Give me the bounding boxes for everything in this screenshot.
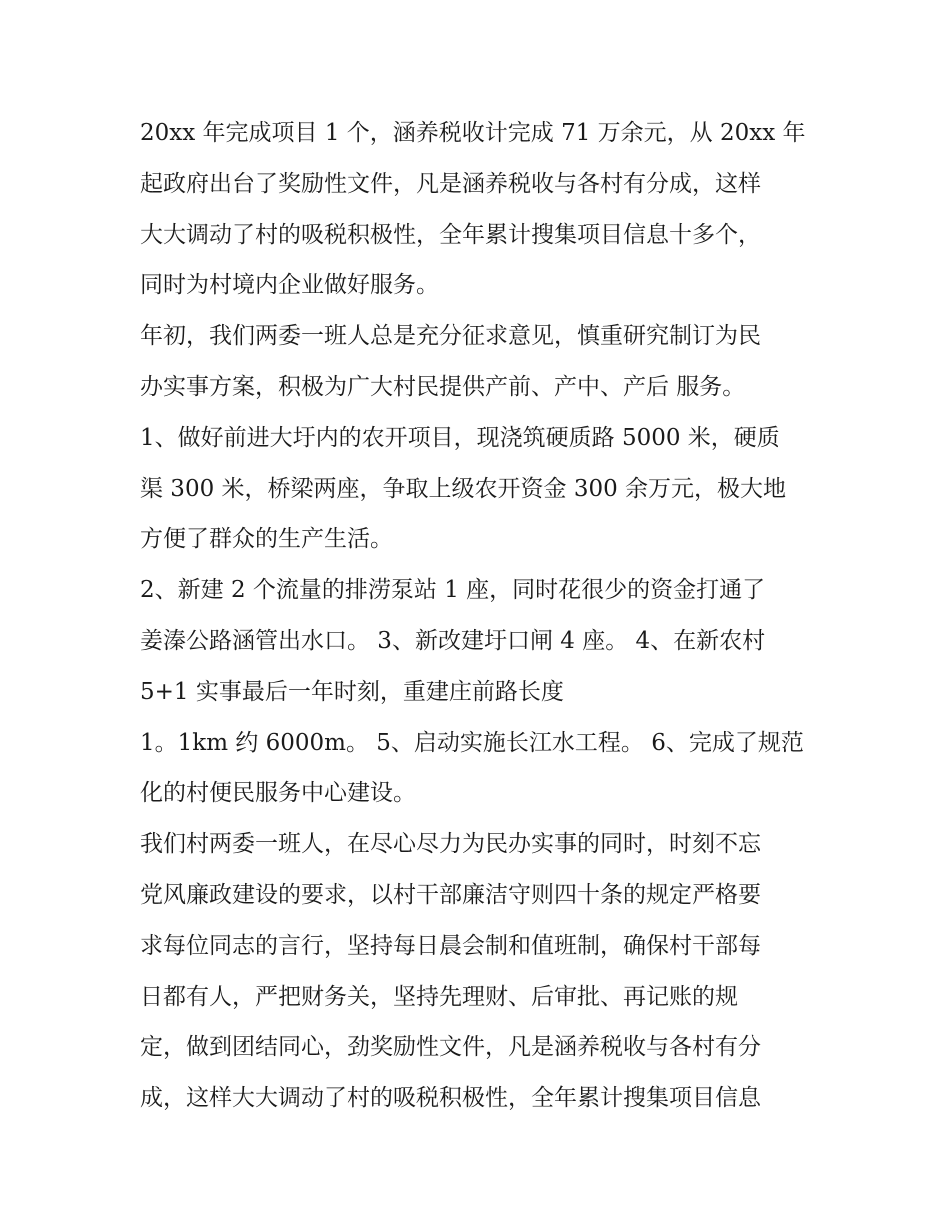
text-line: 起政府出台了奖励性文件，凡是涵养税收与各村有分成，这样 (140, 170, 761, 197)
text-line: 2、新建 2 个流量的排涝泵站 1 座，同时花很少的资金打通了 (140, 577, 766, 604)
text-line: 办实事方案，积极为广大村民提供产前、产中、产后 服务。 (140, 373, 746, 400)
text-line: 姜溱公路涵管出水口。 3、新改建圩口闸 4 座。 4、在新农村 (140, 627, 766, 654)
text-line: 成，这样大大调动了村的吸税积极性，全年累计搜集项目信息 (140, 1085, 761, 1112)
text-line: 1、做好前进大圩内的农开项目，现浇筑硬质路 5000 米，硬质 (140, 424, 780, 451)
text-line: 化的村便民服务中心建设。 (140, 780, 416, 807)
text-line: 定，做到团结同心，劲奖励性文件，凡是涵养税收与各村有分 (140, 1034, 761, 1061)
text-line: 年初，我们两委一班人总是充分征求意见，慎重研究制订为民 (140, 323, 761, 350)
text-line: 渠 300 米，桥梁两座，争取上级农开资金 300 余万元，极大地 (140, 475, 787, 502)
text-line: 大大调动了村的吸税积极性，全年累计搜集项目信息十多个， (140, 221, 761, 248)
text-line: 同时为村境内企业做好服务。 (140, 272, 439, 299)
text-line: 方便了群众的生产生活。 (140, 526, 393, 553)
text-line: 5+1 实事最后一年时刻，重建庄前路长度 (140, 678, 564, 705)
text-line: 求每位同志的言行，坚持每日晨会制和值班制，确保村干部每 (140, 932, 761, 959)
text-line: 我们村两委一班人，在尽心尽力为民办实事的同时，时刻不忘 (140, 831, 761, 858)
document-body (140, 108, 815, 1124)
text-line: 20xx 年完成项目 1 个，涵养税收计完成 71 万余元，从 20xx 年 (140, 120, 806, 146)
text-line: 1。1km 约 6000m。 5、启动实施长江水工程。 6、完成了规范 (140, 729, 804, 756)
text-line: 党风廉政建设的要求，以村干部廉洁守则四十条的规定严格要 (140, 881, 761, 908)
text-line: 日都有人，严把财务关，坚持先理财、后审批、再记账的规 (140, 983, 738, 1010)
